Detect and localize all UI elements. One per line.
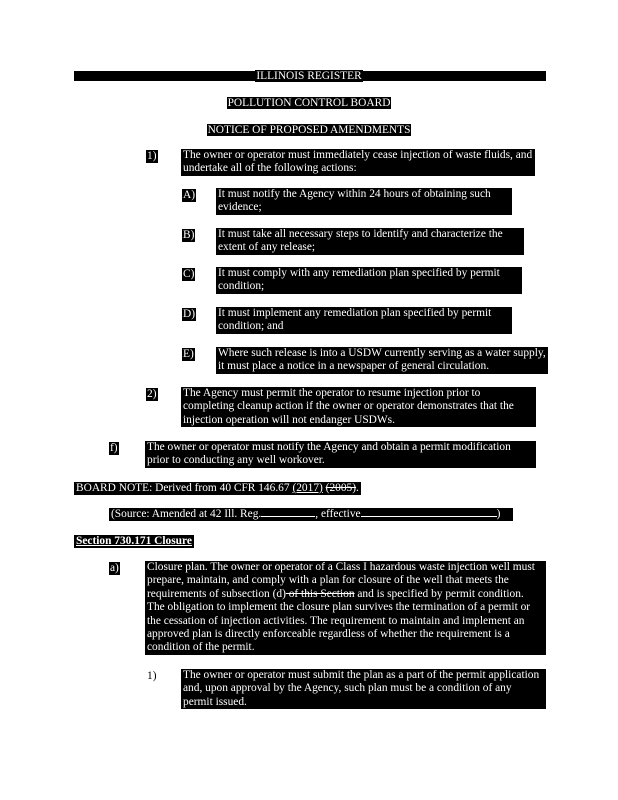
subitem-e-label: E): [183, 348, 194, 360]
item-2-label: 2): [147, 388, 157, 400]
subitem-c-text: It must comply with any remediation plan specified by permit condition;: [216, 267, 522, 294]
subitem-a-text: It must notify the Agency within 24 hours of obtaining such evidence;: [216, 188, 512, 215]
subitem-b-label: B): [183, 229, 195, 241]
item-a-label: a): [110, 562, 119, 574]
source-prefix: (Source: Amended at 42 Ill. Reg.: [111, 508, 262, 520]
subitem-e-text: Where such release is into a USDW currently serving as a water supply, it must place a notice in a newspaper of general circulation.: [216, 347, 548, 374]
item-f-text: The owner or operator must notify the Agency and obtain a permit modification prior to conducting any well workover.: [145, 441, 536, 468]
board-note-suffix: .: [356, 482, 359, 494]
item-2-text: The Agency must permit the operator to resume injection prior to completing cleanup action if the owner or operator demonstrates that the injection operation will not endanger USDWs.: [181, 387, 536, 427]
subitem-d-label: D): [183, 308, 196, 320]
notice-title: NOTICE OF PROPOSED AMENDMENTS: [207, 124, 411, 136]
board-note: [74, 482, 361, 495]
item-a1-text: The owner or operator must submit the plan as a part of the permit application and, upon approval by the Agency, such plan must be a condition of any permit issued.: [181, 669, 546, 709]
board-note-deleted: (2005): [325, 482, 357, 494]
item-f-label: f): [110, 442, 118, 454]
source-blank-reg: [261, 516, 315, 517]
register-title: ILLINOIS REGISTER: [256, 70, 362, 82]
item-a-deleted: of this Section: [285, 587, 355, 600]
item-a1-label: 1): [147, 670, 157, 682]
source-middle: , effective: [315, 508, 361, 520]
item-a-text-before: Closure plan. The owner or operator of a Class I hazardous waste injection well must prepare, maintain, and comply with a plan for closure of the well that meets the requirements of subsection (d): [147, 561, 535, 600]
item-a-text-after: and is specified by permit condition. The obligation to implement the closure plan survives the termination of a permit or the cessation of injection activities. The requirement to maintain and implement an approved plan is directly enforceable regardless of whether the requirement is a condition of the permit.: [147, 587, 531, 654]
item-1-label: 1): [147, 150, 157, 162]
board-title: POLLUTION CONTROL BOARD: [227, 97, 391, 109]
item-1-text: The owner or operator must immediately cease injection of waste fluids, and undertake all of the following actions:: [181, 149, 535, 176]
subitem-c-label: C): [183, 268, 195, 280]
section-title: Section 730.171 Closure: [76, 535, 192, 547]
subitem-d-text: It must implement any remediation plan specified by permit condition; and: [216, 307, 512, 334]
source-blank-date: [361, 516, 497, 517]
source-suffix: ): [496, 508, 501, 520]
source-line: [109, 508, 513, 521]
board-note-inserted: (2017): [292, 482, 323, 494]
board-note-prefix: BOARD NOTE: Derived from 40 CFR 146.67: [76, 482, 290, 494]
subitem-a-label: A): [183, 189, 196, 201]
section-heading: [74, 535, 194, 548]
item-a-text: [145, 561, 546, 655]
subitem-b-text: It must take all necessary steps to identify and characterize the extent of any release;: [216, 228, 524, 255]
